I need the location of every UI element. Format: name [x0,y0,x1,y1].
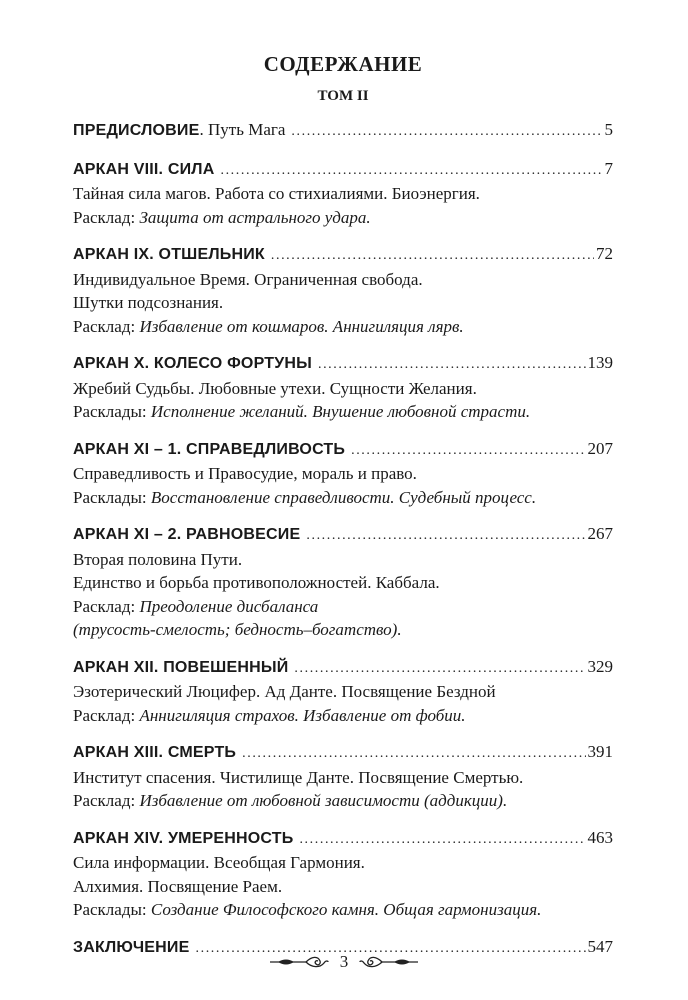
description-text: Индивидуальное Время. Ограниченная свобода. [73,269,423,289]
toc-entry-subtitle: . Путь Мага [199,120,286,139]
toc-entry-description [73,377,613,401]
dot-leader [299,828,585,852]
dot-leader [351,439,585,463]
description-italic-text: Преодоление дисбаланса [139,596,319,616]
toc-entry-description [73,548,613,572]
dot-leader [220,159,602,183]
toc-entry-title: АРКАН XIII. СМЕРТЬ [73,744,237,761]
toc-entry-page: 329 [587,656,613,676]
toc-entry-description [73,595,613,619]
description-italic-text: Избавление от кошмаров. Аннигиляция лярв. [139,316,464,336]
description-italic-text: Исполнение желаний. Внушение любовной страсти. [150,402,531,421]
description-italic-text: Создание Философского камня. Общая гармонизация. [150,900,542,919]
toc-entry-title: АРКАН X. КОЛЕСО ФОРТУНЫ [73,355,312,372]
toc-entry-title: ПРЕДИСЛОВИЕ [73,122,200,139]
toc-entry [73,242,613,338]
toc-entry-title: АРКАН IX. ОТШЕЛЬНИК [73,246,265,263]
toc-entry [73,740,613,813]
toc-entry-description [73,680,613,704]
description-italic-text: (трусость-смелость; бедность–богатство). [73,620,402,639]
description-text: Тайная сила магов. Работа со стихиалиями. Биоэнергия. [73,184,480,203]
toc-entry-title: АРКАН XII. ПОВЕШЕННЫЙ [73,658,289,676]
toc-entry-page: 207 [587,438,613,458]
description-text: Расклад: [73,316,140,336]
toc-entries [73,118,613,973]
toc-entry [73,157,613,230]
toc-entry-page: 391 [587,742,613,761]
toc-entry-description [73,400,613,424]
description-text: Расклады: [73,487,151,507]
toc-entry-description [73,898,613,922]
toc-entry [73,118,613,144]
description-text: Расклад: [73,791,140,810]
dot-leader [242,742,585,766]
page-number: 3 [339,952,349,971]
description-text: Единство и борьба противоположностей. Каббала. [73,573,440,592]
description-text: Жребий Судьбы. Любовные утехи. Сущности Желания. [73,378,477,398]
toc-entry-heading [73,118,613,144]
toc-entry-description [73,462,613,486]
dot-leader [271,244,594,268]
description-text: Расклад: [73,207,140,227]
dot-leader [306,524,585,548]
toc-entry-description [73,789,613,813]
description-italic-text: Защита от астрального удара. [139,207,371,227]
toc-entry-title: АРКАН XI – 1. СПРАВЕДЛИВОСТЬ [73,440,346,458]
page-title: СОДЕРЖАНИЕ [263,52,423,76]
description-text: Расклады: [73,900,151,919]
toc-entry [73,522,613,642]
description-text: Алхимия. Посвящение Раем. [73,876,283,896]
toc-entry-title: АРКАН VIII. СИЛА [73,160,215,178]
toc-entry-heading [73,351,613,377]
toc-entry-description [73,875,613,899]
toc-entry-title: ЗАКЛЮЧЕНИЕ [73,938,190,956]
toc-entry-heading [73,740,613,766]
toc-entry-page: 5 [604,120,613,139]
description-text: Расклад: [73,705,140,725]
description-text: Шутки подсознания. [73,293,224,312]
description-italic-text: Восстановление справедливости. Судебный процесс. [150,487,537,507]
toc-entry-page: 72 [596,244,613,263]
flourish-left-icon [268,955,330,969]
toc-entry-description [73,766,613,790]
toc-entry-description [73,704,613,728]
toc-entry-description [73,182,613,206]
toc-entry-description [73,571,613,595]
toc-entry-heading [73,522,613,548]
dot-leader [291,120,602,144]
description-italic-text: Аннигиляция страхов. Избавление от фобии. [139,705,466,725]
toc-entry [73,351,613,424]
description-text: Расклад: [73,596,140,616]
toc-entry-heading [73,437,613,463]
toc-entry-page: 139 [587,353,613,372]
toc-entry-heading [73,242,613,268]
toc-entry-page: 547 [587,936,613,956]
toc-entry [73,437,613,510]
description-text: Вторая половина Пути. [73,549,243,569]
toc-entry-page: 463 [587,827,613,847]
description-text: Институт спасения. Чистилище Данте. Посвящение Смертью. [73,767,524,787]
dot-leader [318,353,586,377]
flourish-right-icon [358,955,420,969]
toc-entry-page: 267 [587,524,613,543]
toc-entry-description [73,315,613,339]
description-text: Эзотерический Люцифер. Ад Данте. Посвящение Бездной [73,682,496,701]
toc-entry-description [73,206,613,230]
description-text: Расклады: [73,402,151,421]
dot-leader [294,657,585,681]
volume-label: ТОМ II [317,88,369,104]
toc-entry-heading [73,826,613,852]
toc-entry-page: 7 [604,158,613,178]
toc-entry-description [73,618,613,642]
description-text: Сила информации. Всеобщая Гармония. [73,853,365,872]
toc-entry [73,655,613,728]
toc-entry-title: АРКАН XIV. УМЕРЕННОСТЬ [73,829,294,847]
toc-entry-heading [73,655,613,681]
toc-entry-title: АРКАН XI – 2. РАВНОВЕСИЕ [73,526,301,543]
toc-entry-description [73,851,613,875]
page-footer [0,952,688,972]
toc-entry [73,826,613,922]
description-text: Справедливость и Правосудие, мораль и право. [73,464,417,483]
toc-entry-description [73,291,613,315]
toc-entry-description [73,268,613,292]
toc-entry-description [73,486,613,510]
description-italic-text: Избавление от любовной зависимости (аддикции). [139,791,508,810]
toc-entry-heading [73,157,613,183]
